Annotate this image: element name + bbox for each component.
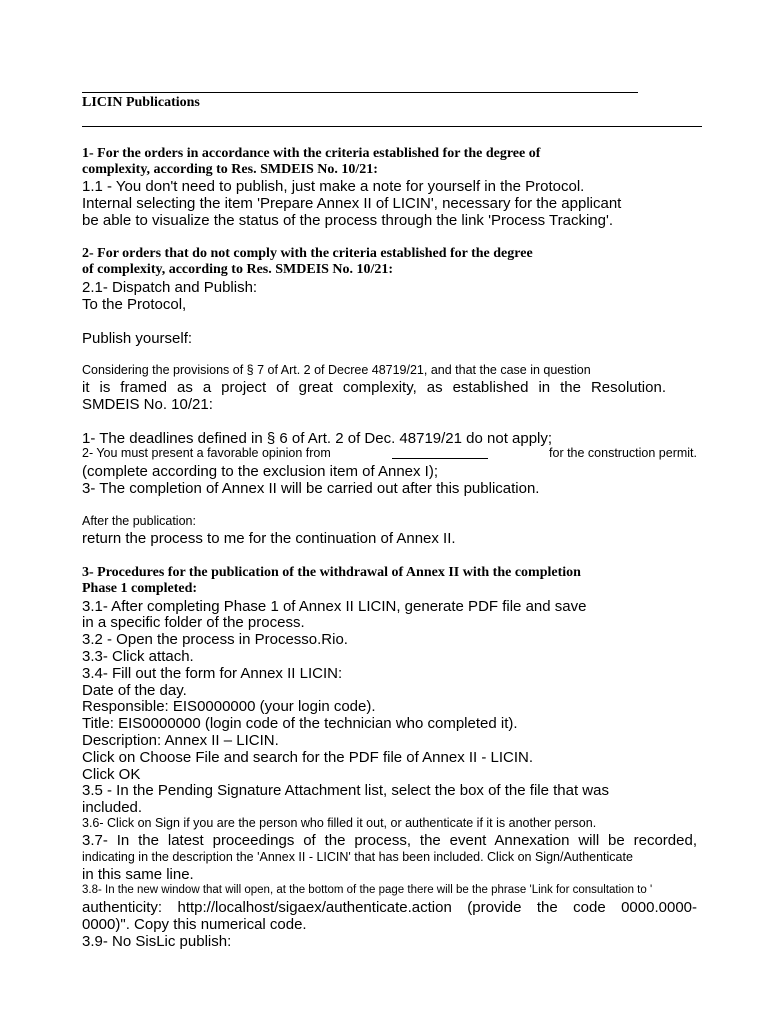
step-text: 0000)". Copy this numerical code.	[82, 916, 307, 933]
section-1-text: 1.1 - You don't need to publish, just make a note for yourself in the Protocol.	[82, 178, 585, 195]
step-text: 3.3- Click attach.	[82, 648, 194, 665]
list-item: 1- The deadlines defined in § 6 of Art. 2 of Dec. 48719/21 do not apply;	[82, 430, 553, 447]
blank-line	[392, 446, 488, 459]
step-text: 3.2 - Open the process in Processo.Rio.	[82, 631, 348, 648]
step-text: 3.4- Fill out the form for Annex II LICIN:	[82, 665, 343, 682]
considering-text: SMDEIS No. 10/21:	[82, 396, 213, 413]
step-text: 3.7- In the latest proceedings of the process, the event Annexation will be recorded,	[82, 832, 697, 849]
step-text: Description: Annex II – LICIN.	[82, 732, 279, 749]
considering-text: Considering the provisions of § 7 of Art. 2 of Decree 48719/21, and that the case in question	[82, 363, 591, 377]
section-2-text: Publish yourself:	[82, 330, 193, 347]
list-item-text: for the construction permit.	[549, 446, 697, 460]
step-text: Title: EIS0000000 (login code of the technician who completed it).	[82, 715, 518, 732]
section-1-heading-cont: complexity, according to Res. SMDEIS No. 10/21:	[82, 162, 378, 177]
return-text: return the process to me for the continuation of Annex II.	[82, 530, 456, 547]
step-text: in a specific folder of the process.	[82, 614, 305, 631]
section-2-heading-cont: of complexity, according to Res. SMDEIS No. 10/21:	[82, 262, 394, 277]
section-1-text: Internal selecting the item 'Prepare Annex II of LICIN', necessary for the applicant	[82, 195, 622, 212]
section-2-text: To the Protocol,	[82, 296, 187, 313]
step-text: 3.9- No SisLic publish:	[82, 933, 232, 950]
step-text: indicating in the description the 'Annex II - LICIN' that has been included. Click on Sign/Authenticate	[82, 850, 633, 864]
list-item	[82, 446, 697, 461]
step-text: Date of the day.	[82, 682, 187, 699]
section-2-heading: 2- For orders that do not comply with the criteria established for the degree	[82, 246, 533, 261]
list-item: (complete according to the exclusion item of Annex I);	[82, 463, 439, 480]
considering-text: it is framed as a project of great complexity, as established in the Resolution.	[82, 379, 666, 396]
title-rule	[82, 126, 702, 127]
list-item-text: 2- You must present a favorable opinion from	[82, 446, 331, 460]
section-2-text: 2.1- Dispatch and Publish:	[82, 279, 258, 296]
list-item: 3- The completion of Annex II will be carried out after this publication.	[82, 480, 540, 497]
section-1-heading: 1- For the orders in accordance with the criteria established for the degree of	[82, 146, 541, 161]
step-text: 3.5 - In the Pending Signature Attachment list, select the box of the file that was	[82, 782, 609, 799]
document-title: LICIN Publications	[82, 95, 200, 110]
step-text: included.	[82, 799, 143, 816]
step-text: 3.8- In the new window that will open, at the bottom of the page there will be the phrase 'Link for consultation to '	[82, 884, 653, 896]
step-text: Click on Choose File and search for the PDF file of Annex II - LICIN.	[82, 749, 534, 766]
after-publication-label: After the publication:	[82, 514, 196, 528]
step-text: 3.1- After completing Phase 1 of Annex II LICIN, generate PDF file and save	[82, 598, 587, 615]
step-text: authenticity: http://localhost/sigaex/authenticate.action (provide the code 0000.0000-	[82, 899, 697, 916]
step-text: 3.6- Click on Sign if you are the person who filled it out, or authenticate if it is another person.	[82, 816, 597, 830]
section-1-text: be able to visualize the status of the process through the link 'Process Tracking'.	[82, 212, 614, 229]
section-3-heading: 3- Procedures for the publication of the withdrawal of Annex II with the completion	[82, 565, 581, 580]
top-rule	[82, 92, 638, 93]
section-3-heading-cont: Phase 1 completed:	[82, 581, 198, 596]
step-text: in this same line.	[82, 866, 194, 883]
step-text: Click OK	[82, 766, 141, 783]
step-text: Responsible: EIS0000000 (your login code).	[82, 698, 376, 715]
